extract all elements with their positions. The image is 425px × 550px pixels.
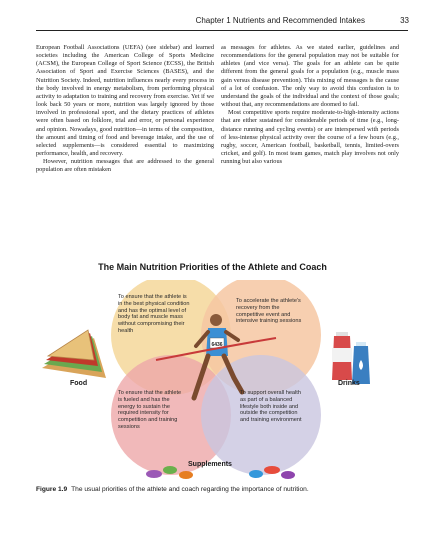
drink-bottle-icon	[332, 332, 370, 384]
figure-title: The Main Nutrition Priorities of the Athlete and Coach	[98, 262, 327, 272]
label-supplements: Supplements	[188, 461, 232, 468]
paragraph: as messages for athletes. As we stated earlier, guidelines and recommendations for the general population may not be suitable for athletes (and vice versa). The goals for an athlete can be quite different from the general goals for a population (e.g., muscle mass gain versus disease prevention). This mixing of messages is the cause of a lot of confusion. The only way to avoid this confusion is to understand the goals of the individual and the context of those goals; without that, any recommendations are doomed to fail.	[221, 44, 399, 109]
page-number: 33	[400, 16, 409, 25]
running-header	[0, 14, 425, 28]
paragraph: Most competitive sports require moderate-to-high-intensity actions that are either sustained for considerable periods of time (e.g., long-distance running and cycling events) or are interspersed with periods of less-intense physical activity over the course of a few hours (e.g., rugby, soccer, American football, basketball, tennis, limited-overs cricket, and golf). In most team games, match play involves not only running but also various	[221, 109, 399, 166]
header-rule	[36, 30, 408, 31]
priority-text-health: To support overall health as part of a balanced lifestyle both inside and outside the competition and training environment	[240, 390, 302, 424]
bib-number: 6436	[211, 342, 223, 348]
paragraph: However, nutrition messages that are addressed to the general population are often mistaken	[36, 158, 214, 174]
priority-text-recovery: To accelerate the athlete's recovery from the competitive event and intensive training sessions	[236, 298, 302, 325]
right-column	[221, 44, 399, 166]
figure-caption-label: Figure 1.9	[36, 486, 68, 493]
paragraph: European Football Associations (UEFA) (see sidebar) and learned societies including the American College of Sports Medicine (ACSM), the European College of Sport Science (ECSS), the British Association of Sport and Exercise Sciences (BASES), and the Nutrition Society. Indeed, nutrition influences nearly every process in the body involved in energy metabolism, from performing physical activity to adaptation to training and recovery from exercise. Yet if we look back 50 years or more, nutrition was largely ignored by those involved in professional sport, and the dietary practices of athletes were often based on folklore, trial and error, or personal experience and opinion. Nowadays, good nutrition—in terms of the composition, the amount and timing of food and beverage intake, and the use of selected supplements—is considered essential to maximizing performance, health, and recovery.	[36, 44, 214, 158]
label-drinks: Drinks	[338, 380, 360, 387]
chapter-title: Chapter 1 Nutrients and Recommended Intakes	[195, 16, 365, 25]
priority-text-fuel: To ensure that the athlete is fueled and has the energy to sustain the required intensity for competition and training sessions	[118, 390, 182, 430]
figure-caption	[36, 486, 408, 493]
label-food: Food	[70, 380, 88, 387]
sandwich-icon	[42, 330, 106, 378]
figure-caption-text: The usual priorities of the athlete and coach regarding the importance of nutrition.	[71, 486, 309, 493]
venn-figure	[36, 280, 396, 480]
priority-text-condition: To ensure that the athlete is in the best physical condition and has the optimal level of body fat and muscle mass without compromising their health	[118, 294, 190, 334]
left-column	[36, 44, 214, 175]
